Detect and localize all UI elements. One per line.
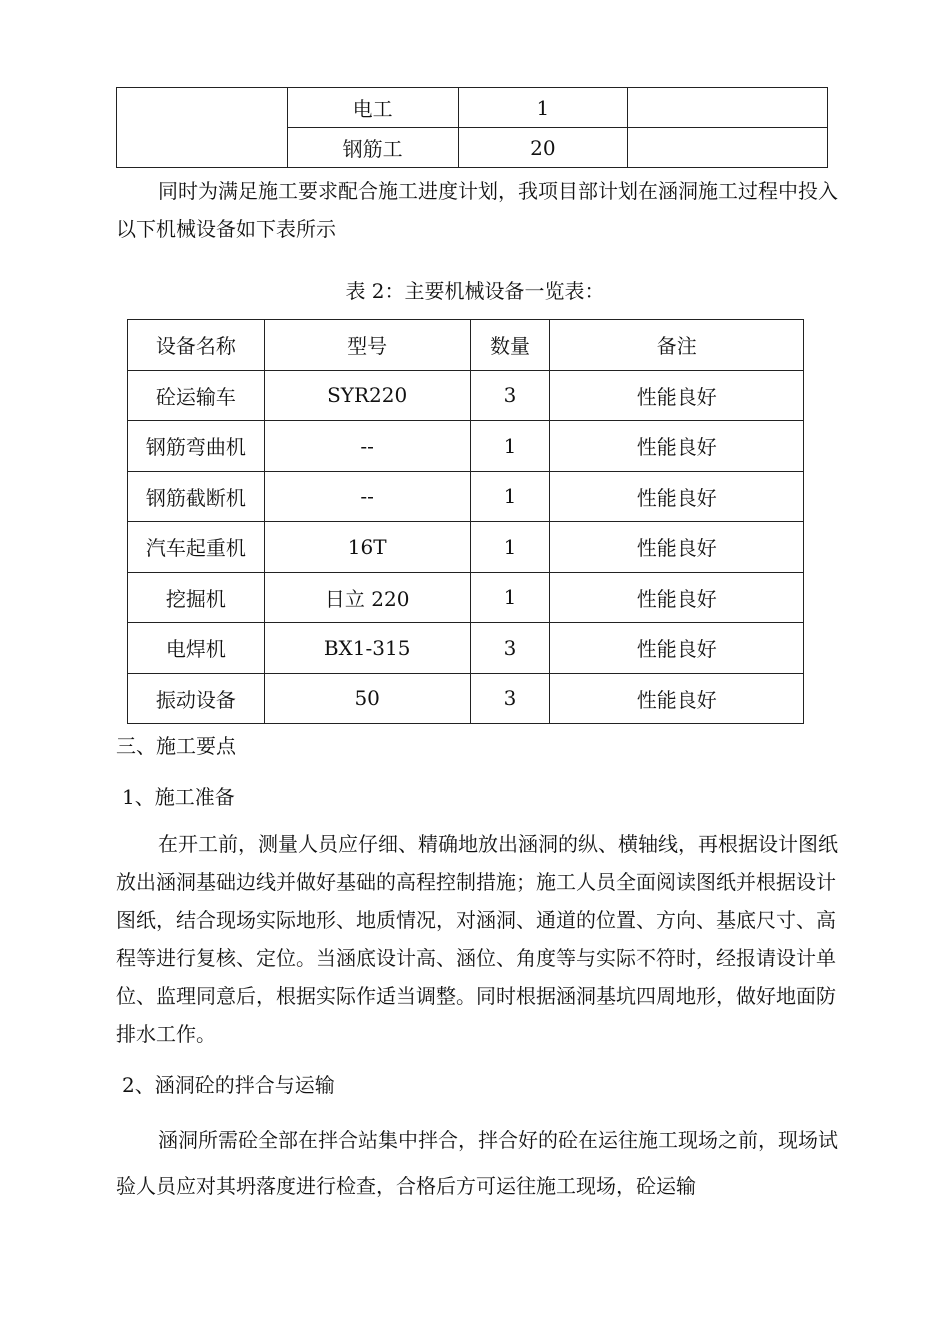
table-cell <box>628 88 828 128</box>
table-cell: 电焊机 <box>128 623 265 674</box>
table-row <box>117 88 828 128</box>
column-header: 备注 <box>550 320 804 371</box>
table-cell: 性能良好 <box>550 572 804 623</box>
labor-table <box>116 87 828 168</box>
table-cell: 性能良好 <box>550 623 804 674</box>
table-cell: 3 <box>470 370 550 421</box>
table-cell <box>117 88 288 168</box>
table-header-row <box>128 320 804 371</box>
section-heading: 三、施工要点 <box>116 734 236 758</box>
table-cell: 性能良好 <box>550 471 804 522</box>
table-cell <box>628 128 828 168</box>
table-cell: 1 <box>470 522 550 573</box>
body-paragraph: 在开工前，测量人员应仔细、精确地放出涵洞的纵、横轴线，再根据设计图纸放出涵洞基础边线并做好基础的高程控制措施；施工人员全面阅读图纸并根据设计图纸，结合现场实际地形、地质情况，对涵洞、通道的位置、方向、基底尺寸、高程等进行复核、定位。当涵底设计高、涵位、角度等与实际不符时，经报请设计单位、监理同意后，根据实际作适当调整。同时根据涵洞基坑四周地形，做好地面防排水工作。 <box>116 832 838 1046</box>
column-header: 设备名称 <box>128 320 265 371</box>
table-cell: BX1-315 <box>264 623 470 674</box>
table-cell: -- <box>264 421 470 472</box>
subsection-heading: 2、涵洞砼的拌合与运输 <box>122 1073 335 1097</box>
table-cell: 汽车起重机 <box>128 522 265 573</box>
table-cell: 1 <box>470 572 550 623</box>
table-cell: 1 <box>470 421 550 472</box>
body-paragraph: 涵洞所需砼全部在拌合站集中拌合，拌合好的砼在运往施工现场之前，现场试验人员应对其坍落度进行检查，合格后方可运往施工现场，砼运输 <box>116 1128 838 1198</box>
table-cell: 钢筋弯曲机 <box>128 421 265 472</box>
column-header: 数量 <box>470 320 550 371</box>
table-row <box>128 673 804 724</box>
table-caption: 表 2：主要机械设备一览表： <box>345 279 605 303</box>
table-cell: 性能良好 <box>550 522 804 573</box>
table-row <box>128 572 804 623</box>
table-row <box>128 471 804 522</box>
table-cell: 16T <box>264 522 470 573</box>
table-cell: 性能良好 <box>550 673 804 724</box>
intro-paragraph: 同时为满足施工要求配合施工进度计划，我项目部计划在涵洞施工过程中投入以下机械设备如下表所示 <box>116 179 838 241</box>
table-cell: 砼运输车 <box>128 370 265 421</box>
table-cell: 性能良好 <box>550 370 804 421</box>
table-cell: 1 <box>458 88 628 128</box>
column-header: 型号 <box>264 320 470 371</box>
table-cell: -- <box>264 471 470 522</box>
table-cell: 1 <box>470 471 550 522</box>
table-cell: 电工 <box>287 88 458 128</box>
table-cell: 20 <box>458 128 628 168</box>
table-row <box>128 370 804 421</box>
table-cell: SYR220 <box>264 370 470 421</box>
table-cell: 3 <box>470 673 550 724</box>
table-cell: 钢筋截断机 <box>128 471 265 522</box>
subsection-heading: 1、施工准备 <box>122 785 235 809</box>
table-row <box>128 623 804 674</box>
table-cell: 挖掘机 <box>128 572 265 623</box>
table-cell: 性能良好 <box>550 421 804 472</box>
table-cell: 钢筋工 <box>287 128 458 168</box>
table-cell: 50 <box>264 673 470 724</box>
table-row <box>128 421 804 472</box>
equipment-table <box>127 319 804 724</box>
table-cell: 3 <box>470 623 550 674</box>
table-cell: 振动设备 <box>128 673 265 724</box>
table-cell: 日立 220 <box>264 572 470 623</box>
table-row <box>128 522 804 573</box>
